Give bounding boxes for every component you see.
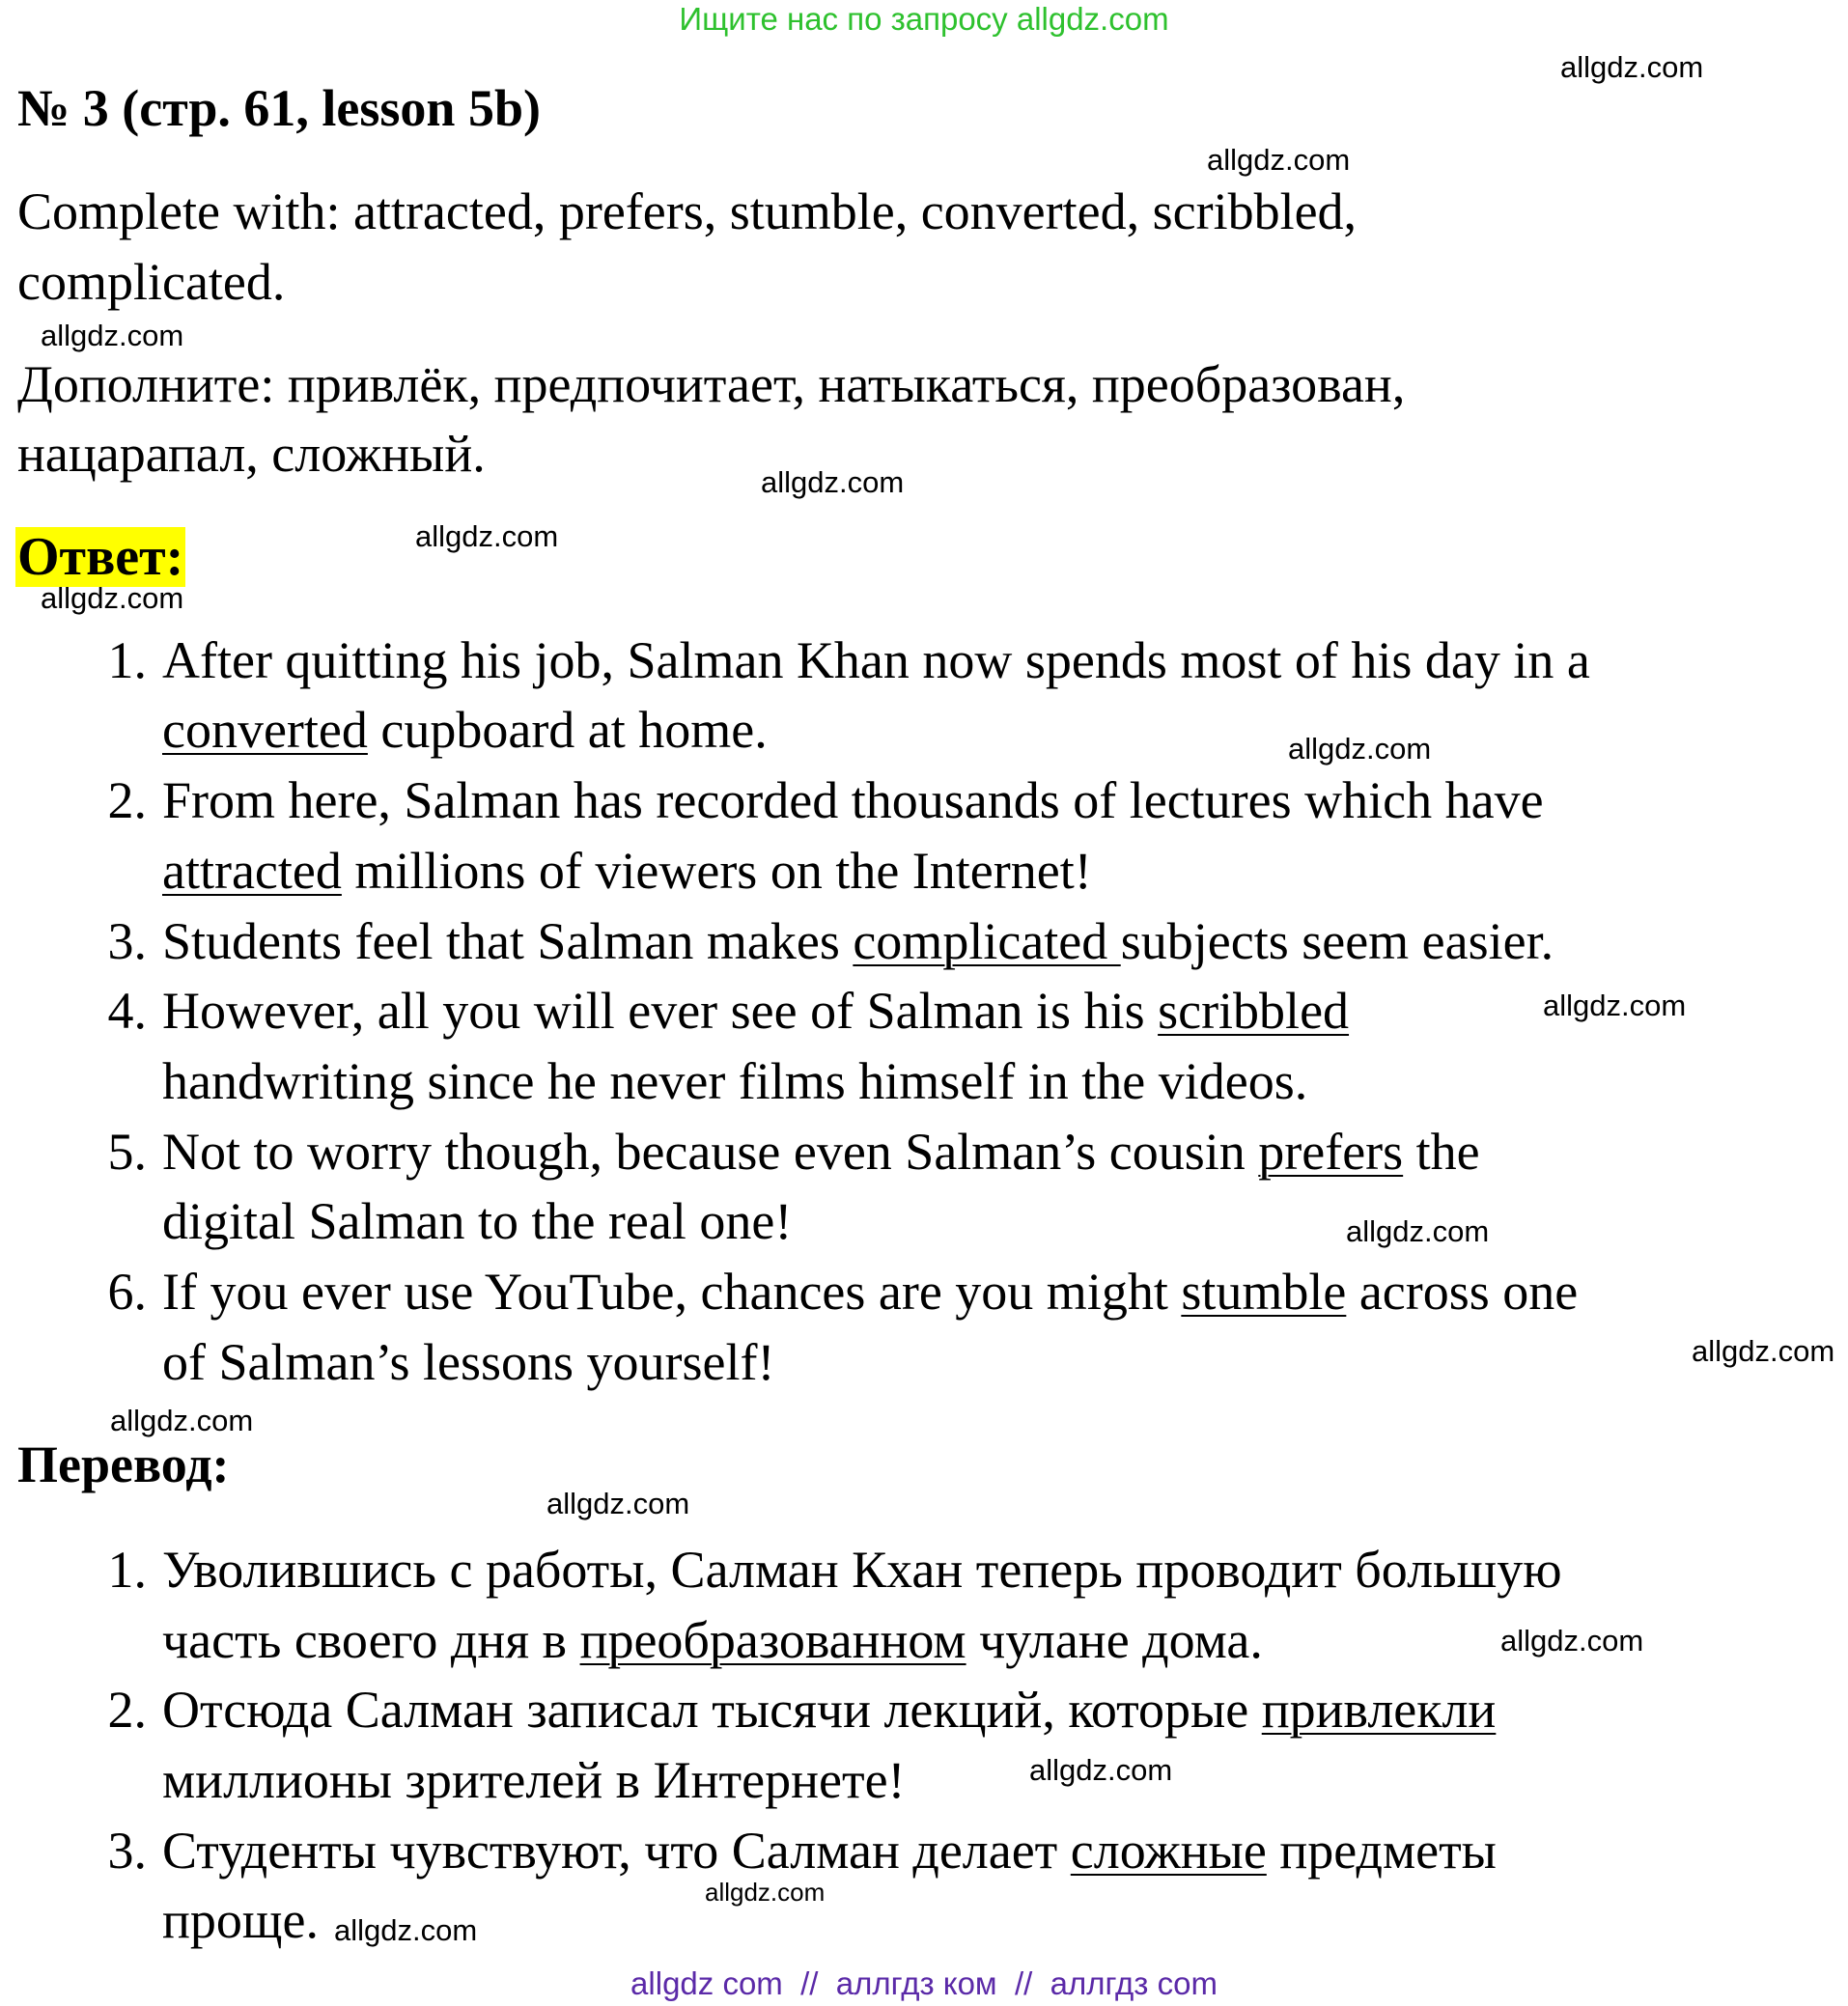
translation-2-line2: миллионы зрителей в Интернете! [162, 1751, 906, 1809]
answer-word: converted [162, 701, 368, 759]
instruction-ru-line1: Дополните: привлёк, предпочитает, натыкаться, преобразован, [17, 355, 1406, 413]
answer-word: complicated [853, 912, 1121, 970]
answer-2-line2: attracted millions of viewers on the Internet! [162, 842, 1092, 900]
exercise-title: № 3 (стр. 61, lesson 5b) [17, 79, 541, 137]
answer-word: stumble [1181, 1263, 1347, 1321]
answer-3-line1: Students feel that Salman makes complicated subjects seem easier. [162, 912, 1554, 970]
answer-4-line1: However, all you will ever see of Salman is his scribbled [162, 982, 1350, 1040]
watermark: allgdz.com [1500, 1624, 1644, 1658]
answer-1-line2: converted cupboard at home. [162, 701, 768, 759]
answer-number: 2. [107, 771, 147, 829]
translation-1-line1: Уволившись с работы, Салман Кхан теперь проводит большую [162, 1541, 1562, 1599]
answer-word: scribbled [1158, 982, 1350, 1040]
instruction-en-line2: complicated. [17, 253, 286, 311]
watermark: allgdz.com [705, 1878, 826, 1907]
watermark: allgdz.com [546, 1487, 690, 1520]
watermark: allgdz.com [110, 1404, 254, 1437]
answer-number: 1. [107, 631, 147, 689]
translation-word: преобразованном [579, 1611, 966, 1669]
translation-label: Перевод: [17, 1435, 230, 1493]
watermark: allgdz.com [1692, 1334, 1835, 1368]
translation-number: 3. [107, 1822, 147, 1880]
watermark: allgdz.com [1029, 1753, 1173, 1787]
top-banner: Ищите нас по запросу allgdz.com [679, 1, 1169, 37]
watermark: allgdz.com [41, 319, 184, 352]
translation-word: сложные [1070, 1822, 1267, 1880]
watermark: allgdz.com [1560, 50, 1704, 84]
answer-6-line1: If you ever use YouTube, chances are you might stumble across one [162, 1263, 1579, 1321]
watermark: allgdz.com [761, 465, 905, 499]
watermark: allgdz.com [415, 519, 559, 553]
answer-word: prefers [1258, 1123, 1404, 1181]
instruction-ru-line2: нацарапал, сложный. [17, 425, 486, 483]
answer-section [15, 525, 185, 589]
translation-2-line1: Отсюда Салман записал тысячи лекций, которые привлекли [162, 1681, 1497, 1739]
translation-number: 1. [107, 1541, 147, 1599]
translation-word: привлекли [1261, 1681, 1497, 1739]
answer-5-line2: digital Salman to the real one! [162, 1192, 793, 1250]
answer-number: 5. [107, 1123, 147, 1181]
answer-number: 4. [107, 982, 147, 1040]
watermark: allgdz.com [1543, 989, 1687, 1022]
footer-links: allgdz com // аллгдз ком // аллгдз com [630, 1965, 1218, 2001]
answer-1-line1: After quitting his job, Salman Khan now spends most of his day in a [162, 631, 1590, 689]
answer-number: 3. [107, 912, 147, 970]
instruction-en-line1: Complete with: attracted, prefers, stumble, converted, scribbled, [17, 182, 1358, 240]
answer-6-line2: of Salman’s lessons yourself! [162, 1333, 775, 1391]
watermark: allgdz.com [1288, 732, 1432, 766]
watermark: allgdz.com [334, 1913, 478, 1947]
answer-number: 6. [107, 1263, 147, 1321]
watermark: allgdz.com [1207, 143, 1351, 177]
answer-label: Ответ: [17, 527, 184, 587]
translation-3-line2: проще. [162, 1891, 319, 1949]
translation-3-line1: Студенты чувствуют, что Салман делает сложные предметы [162, 1822, 1497, 1880]
answer-word: attracted [162, 842, 342, 900]
watermark: allgdz.com [1346, 1214, 1490, 1248]
translation-number: 2. [107, 1681, 147, 1739]
watermark: allgdz.com [41, 581, 184, 615]
answer-5-line1: Not to worry though, because even Salman’s cousin prefers the [162, 1123, 1480, 1181]
translation-1-line2: часть своего дня в преобразованном чулане дома. [162, 1611, 1263, 1669]
answer-4-line2: handwriting since he never films himself in the videos. [162, 1052, 1308, 1110]
answer-2-line1: From here, Salman has recorded thousands of lectures which have [162, 771, 1544, 829]
